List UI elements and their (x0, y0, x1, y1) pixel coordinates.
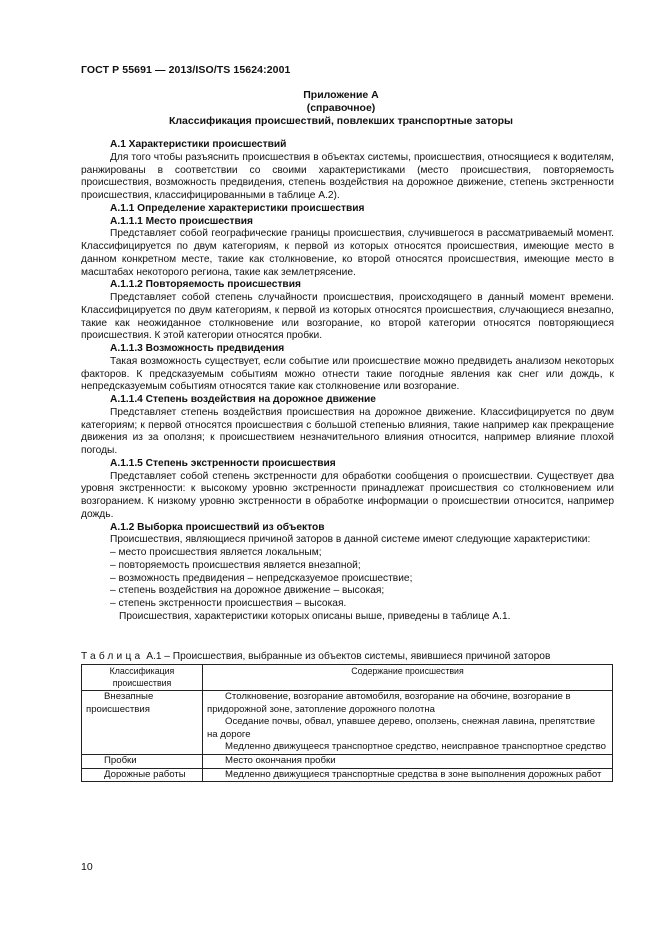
standard-header: ГОСТ Р 55691 — 2013/ISO/TS 15624:2001 (81, 64, 291, 76)
section-a1-paragraph: Для того чтобы разъяснить происшествия в объектах системы, происшествия, относящиеся к водителям, ранжированы в соответствии со своими характеристиками (место происшествия, повторяемость происшествия, возможность предвидения, степень воздействия на дорожное движение, степень экстренности происшествия, классифицированными в таблице А.2). (81, 151, 614, 201)
table-cell-classification: Дорожные работы (82, 768, 203, 782)
section-a12-closing: Происшествия, характеристики которых описаны выше, приведены в таблице А.1. (119, 610, 511, 622)
section-a115-heading: А.1.1.5 Степень экстренности происшествия (110, 457, 336, 469)
table-row (82, 754, 613, 768)
list-item: – степень воздействия на дорожное движение – высокая; (110, 585, 385, 597)
document-body (81, 139, 614, 624)
section-a111-heading: А.1.1.1 Место происшествия (110, 215, 253, 227)
table-cell-classification: Пробки (82, 754, 203, 768)
list-item: – возможность предвидения – непредсказуемое происшествие; (110, 572, 413, 584)
section-a112-heading: А.1.1.2 Повторяемость происшествия (110, 279, 301, 291)
table-caption-text: А.1 – Происшествия, выбранные из объектов системы, явившиеся причиной заторов (146, 651, 551, 662)
table-caption (81, 651, 621, 662)
section-a115-paragraph: Представляет собой степень экстренности для обработки сообщения о происшествии. Существует два уровня экстренности: к высокому уровню экстренности принадлежат происшествия со столкновением или возгоранием. К низкому уровню экстренности в обработке информации о происшествии относится, например дождь. (81, 470, 614, 520)
table-row (82, 691, 613, 755)
section-a11-heading: А.1.1 Определение характеристики происшествия (110, 202, 365, 214)
annex-title: Приложение А (303, 89, 379, 101)
annex-heading: Классификация происшествий, повлекших транспортные заторы (168, 115, 514, 127)
section-a113-heading: А.1.1.3 Возможность предвидения (110, 343, 285, 354)
section-a111-paragraph: Представляет собой географические границы происшествия, случившегося в рассматриваемый момент. Классифицируется по двум категориям, к первой из которых относятся происшествия, имеющие место в данном конкретном месте, такие как столкновение, ко второй относятся происшествия, имеющие место в масштабах некоторого региона, такие как землетрясение. (81, 228, 614, 278)
list-item: – степень экстренности происшествия – высокая. (110, 598, 347, 609)
table-cell-content: Столкновение, возгорание автомобиля, возгорание на обочине, возгорание в придорожной зоне, затопление дорожного полотна Оседание почвы, обвал, упавшее дерево, оползень, снежная лавина, препятствие на дороге Медленно движущееся транспортное средство, неисправное транспортное средство (203, 691, 613, 755)
section-a113-paragraph: Такая возможность существует, если событие или происшествие можно предвидеть анализом некоторых факторов. К предсказуемым событиям можно отнести такие погодные явления как снег или дождь, к непредсказуемым событиям относятся такие как столкновение или возгорание. (81, 355, 614, 393)
table-cell-content: Место окончания пробки (203, 754, 613, 768)
table-caption-word: Таблица (81, 651, 144, 662)
section-a12-paragraph: Происшествия, являющиеся причиной заторов в данной системе имеют следующие характеристики: (110, 534, 591, 546)
section-a114-heading: А.1.1.4 Степень воздействия на дорожное движение (110, 394, 376, 405)
table-cell-classification: Внезапные происшествия (82, 691, 203, 755)
table-cell-content: Медленно движущиеся транспортные средства в зоне выполнения дорожных работ (203, 768, 613, 782)
list-item: – место происшествия является локальным; (110, 547, 322, 558)
page-number: 10 (81, 861, 93, 873)
section-a114-paragraph: Представляет степень воздействия происшествия на дорожное движение. Классифицируется по двум категориям; к первой относятся происшествия с большой степенью влияния, такие например как прекращение движения из за оползня; к происшествием незначительного влияния относится, например влияние плохой погоды. (81, 406, 614, 456)
annex-type: (справочное) (306, 102, 376, 114)
table-row (82, 768, 613, 782)
section-a112-paragraph: Представляет собой степень случайности происшествия, происходящего в данный момент времени. Классифицируется по двум категориям, к первой из которых относятся происшествия, случающиеся внезапно, такие как неожиданное столкновение или возгорание, ко второй категории относятся повторяющиеся происшествия. К этой категории относятся пробки. (81, 292, 614, 342)
column-header-classification: Классификация происшествия (82, 665, 203, 691)
section-a12-heading: А.1.2 Выборка происшествий из объектов (110, 521, 325, 533)
column-header-content: Содержание происшествия (203, 665, 613, 691)
table-header-row (82, 665, 613, 691)
incidents-table (81, 664, 613, 782)
section-a1-heading: А.1 Характеристики происшествий (110, 139, 287, 150)
list-item: – повторяемость происшествия является внезапной; (110, 559, 361, 571)
